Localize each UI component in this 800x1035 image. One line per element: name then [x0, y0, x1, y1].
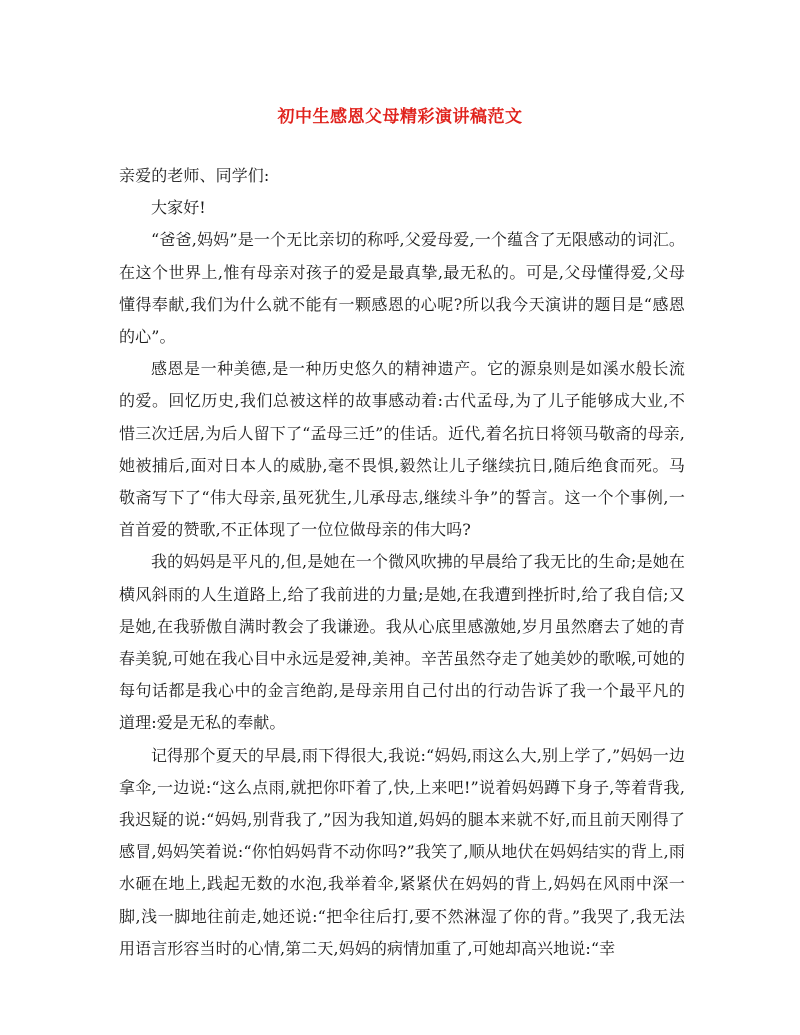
body-paragraph-3: 我的妈妈是平凡的,但,是她在一个微风吹拂的早晨给了我无比的生命;是她在横风斜雨的人生道路上,给了我前进的力量;是她,在我遭到挫折时,给了我自信;又是她,在我骄傲自满时教会了我谦逊。我从心底里感激她,岁月虽然磨去了她的青春美貌,可她在我心目中永远是爱神,美神。辛苦虽然夺走了她美妙的歌喉,可她的每句话都是我心中的金言绝韵,是母亲用自己付出的行动告诉了我一个最平凡的道理:爱是无私的奉献。	[119, 552, 685, 733]
body-paragraph-1: “爸爸,妈妈”是一个无比亲切的称呼,父爱母爱,一个蕴含了无限感动的词汇。在这个世界上,惟有母亲对孩子的爱是最真挚,最无私的。可是,父母懂得爱,父母懂得奉献,我们为什么就不能有一颗感恩的心呢?所以我今天演讲的题目是“感恩的心”。	[119, 230, 685, 347]
document-body	[119, 160, 685, 965]
body-paragraph-2: 感恩是一种美德,是一种历史悠久的精神遗产。它的源泉则是如溪水般长流的爱。回忆历史,我们总被这样的故事感动着:古代孟母,为了儿子能够成大业,不惜三次迁居,为后人留下了“孟母三迁”的佳话。近代,着名抗日将领马敬斋的母亲,她被捕后,面对日本人的威胁,毫不畏惧,毅然让儿子继续抗日,随后绝食而死。马敬斋写下了“伟大母亲,虽死犹生,儿承母志,继续斗争”的誓言。这一个个事例,一首首爱的赞歌,不正体现了一位位做母亲的伟大吗?	[119, 359, 685, 540]
document-title: 初中生感恩父母精彩演讲稿范文	[277, 107, 523, 127]
body-paragraph-4: 记得那个夏天的早晨,雨下得很大,我说:“妈妈,雨这么大,别上学了,”妈妈一边拿伞,一边说:“这么点雨,就把你吓着了,快,上来吧!”说着妈妈蹲下身子,等着背我,我迟疑的说:“妈妈,别背我了,”因为我知道,妈妈的腿本来就不好,而且前天刚得了感冒,妈妈笑着说:“你怕妈妈背不动你吗?”我笑了,顺从地伏在妈妈结实的背上,雨水砸在地上,践起无数的水泡,我举着伞,紧紧伏在妈妈的背上,妈妈在风雨中深一脚,浅一脚地往前走,她还说:“把伞往后打,要不然淋湿了你的背。”我哭了,我无法用语言形容当时的心情,第二天,妈妈的病情加重了,可她却高兴地说:“幸	[119, 745, 685, 958]
salutation-paragraph: 亲爱的老师、同学们:	[119, 166, 270, 185]
greeting-paragraph: 大家好!	[151, 198, 206, 218]
